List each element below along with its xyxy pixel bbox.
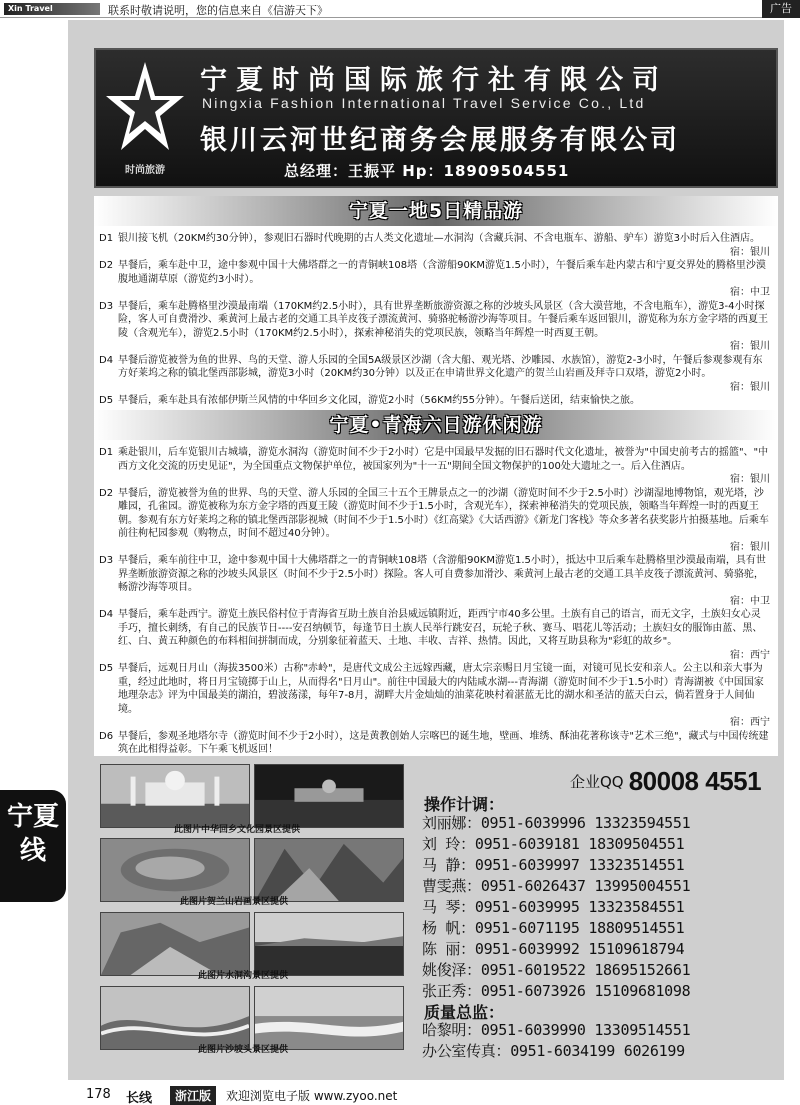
day-tag: D5 xyxy=(99,395,114,406)
day-tag: D6 xyxy=(99,730,114,742)
photo-petroglyph xyxy=(100,838,250,902)
tour1-day xyxy=(94,394,778,408)
day-text: 银川接飞机（20KM约30分钟），参观旧石器时代晚期的古人类文化遗址—水洞沟（含藏兵洞、不含电瓶车、游船、驴车）游览3小时后入住酒店。 xyxy=(118,233,760,244)
tour1-day xyxy=(94,259,778,300)
tour1-days xyxy=(94,226,778,410)
company-name-en: Ningxia Fashion International Travel Service Co., Ltd xyxy=(202,95,646,111)
tour2-day xyxy=(94,662,778,730)
contact-phone[interactable]: 0951-6073926 xyxy=(480,982,586,1000)
day-stay: 宿：中卫 xyxy=(730,287,770,298)
day-tag: D4 xyxy=(99,354,114,366)
contact-mobile[interactable]: 13995004551 xyxy=(594,877,691,895)
company-banner xyxy=(94,48,778,188)
day-tag: D2 xyxy=(99,260,114,271)
contact-phone[interactable]: 0951-6039992 xyxy=(474,940,580,958)
magazine-logo: Xin Travel xyxy=(4,3,100,15)
contact-phone[interactable]: 0951-6039181 xyxy=(474,835,580,853)
contact-phone[interactable]: 0951-6039997 xyxy=(474,856,580,874)
qq-label: 企业QQ xyxy=(570,773,624,791)
manager-contact: 总经理：王振平 Hp：18909504551 xyxy=(284,162,570,180)
day-stay: 宿：西宁 xyxy=(730,649,770,661)
contact-mobile[interactable]: 13323594551 xyxy=(594,814,691,832)
day-stay: 宿：银川 xyxy=(730,246,770,258)
contact-name: 陈 丽： xyxy=(422,940,475,958)
contact-name: 马 琴： xyxy=(422,898,475,916)
photo-caption: 此图片贺兰山岩画景区提供 xyxy=(180,897,289,907)
photo-rock-canyon xyxy=(254,838,404,902)
ops-heading: 操作计调： xyxy=(424,795,505,814)
tour1-day xyxy=(94,232,778,259)
contact-name: 哈黎明： xyxy=(422,1021,481,1039)
contact-name: 姚俊泽： xyxy=(422,961,481,979)
company-name-cn-2: 银川云河世纪商务会展服务有限公司 xyxy=(200,125,680,156)
source-notice: 联系时敬请说明，您的信息来自《信游天下》 xyxy=(108,4,328,17)
fax-label: 办公室传真： xyxy=(422,1042,511,1060)
contact-row xyxy=(422,833,684,854)
contact-mobile[interactable]: 13323584551 xyxy=(588,898,685,916)
contact-row xyxy=(422,875,690,896)
qa-row xyxy=(422,1019,690,1040)
day-text: 早餐后游览被誉为鱼的世界、鸟的天堂、游人乐园的全国5A级景区沙湖（含大船、观光塔、沙雕园、水族馆），游览2-3小时，午餐后参观参观有东方好莱坞之称的镇北堡西部影城，游览3小时（20KM约30分钟）以及正在申请世界文化遗产的贺兰山岩画及拜寺口双塔，游览2小时。 xyxy=(118,354,763,379)
tour1-day xyxy=(94,300,778,354)
day-stay: 宿：银川 xyxy=(730,474,770,485)
tour2-day xyxy=(94,446,778,487)
tour1-title xyxy=(94,196,778,226)
top-bar xyxy=(0,0,800,18)
company-name-cn: 宁夏时尚国际旅行社有限公司 xyxy=(200,65,668,96)
day-text: 早餐后，参观圣地塔尔寺（游览时间不少于2小时），这是黄教创始人宗喀巴的诞生地，壁画、堆绣、酥油花著称该寺"艺术三绝"，藏式与中国传统建筑在此相得益彰。下午乘飞机返回！ xyxy=(118,730,769,755)
photo-caption: 此图片中华回乡文化园景区提供 xyxy=(174,825,301,835)
contact-mobile[interactable]: 18809514551 xyxy=(588,919,685,937)
itinerary-content xyxy=(94,196,778,756)
ad-label: 广告 xyxy=(762,0,800,18)
day-tag: D3 xyxy=(99,555,114,566)
contact-mobile[interactable]: 18309504551 xyxy=(588,835,685,853)
tour2-day xyxy=(94,554,778,608)
fax-number-2[interactable]: 6026199 xyxy=(623,1042,685,1060)
qq-number[interactable]: 80008 4551 xyxy=(628,766,762,796)
scenic-photos xyxy=(94,760,410,1060)
photo-night-view xyxy=(254,764,404,828)
region-badge: 浙江版 xyxy=(170,1086,216,1105)
photo-desert-river xyxy=(100,986,250,1050)
logo-brand-text: 时尚旅游 xyxy=(125,165,165,176)
day-text: 早餐后，乘车前往中卫，途中参观中国十大佛塔群之一的青铜峡108塔（含游船90KM游览1.5小时），抵达中卫后乘车赴腾格里沙漠最南端，具有世界垄断旅游资源之称的沙坡头风景区（时间不少于2.5小时）探险。客人可自费参加滑沙、乘黄河上最古老的交通工具羊皮筏子漂流黄河、骑骆驼，畅游沙海等项目。 xyxy=(118,555,766,593)
day-tag: D2 xyxy=(99,487,114,499)
day-tag: D1 xyxy=(99,447,114,458)
day-stay: 宿：银川 xyxy=(730,381,770,393)
day-text: 早餐后，乘车赴西宁。游览土族民俗村位于青海省互助土族自治县威远镇附近，距西宁市40多公里。土族有自己的语言，而无文字，土族妇女心灵手巧，擅长刺绣，有自己的民族节日----安召纳顿节，每逢节日土族人民举行跳安召，玩轮子秋、赛马、唱花儿等活动；土族妇女的服饰由蓝、黑、红、白、黄五种颜色的布料相间拼制而成，分别象征着蓝天、土地、丰收、吉祥、热情。因此，又将互助县称为"彩虹的故乡"。 xyxy=(118,609,763,647)
website-link[interactable]: 欢迎浏览电子版 www.zyoo.net xyxy=(226,1089,398,1103)
contact-name: 刘 玲： xyxy=(422,835,475,853)
page-footer xyxy=(0,1084,800,1105)
fax-row xyxy=(422,1040,685,1061)
photo-caption: 此图片沙坡头景区提供 xyxy=(198,1045,289,1055)
photo-caption: 此图片水洞沟景区提供 xyxy=(198,971,289,981)
day-text: 早餐后，游览被誉为鱼的世界、鸟的天堂、游人乐园的全国三十五个王牌景点之一的沙湖（游览时间不少于2.5小时）沙湖湿地博物馆，观光塔，沙雕园，孔雀园。游览被称为东方金字塔的西夏王陵（游览时间不少于1.5小时，含观光车），探索神秘消失的党项民族，领略当年辉煌一时的西夏王朝。参观有东方好莱坞之称的镇北堡西部影视城（时间不少于1.5小时）《红高粱》《大话西游》《新龙门客栈》等众多著名获奖影片拍摄基地。后乘车前往枸杞园参观（购物点，时间不超过40分钟）。 xyxy=(118,487,769,539)
tour2-day xyxy=(94,487,778,555)
contact-phone[interactable]: 0951-6039990 xyxy=(480,1021,586,1039)
day-text: 早餐后，乘车赴腾格里沙漠最南端（170KM约2.5小时），具有世界垄断旅游资源之称的沙坡头风景区（含大漠营地，不含电瓶车），游览3-4小时探险，客人可自费滑沙、乘黄河上最古老的交通工具羊皮筏子漂流黄河、骑骆驼畅游沙海等项目。午餐后乘车返回银川，游览称为东方金字塔的西夏王陵（含观光车），游览2.5小时（170KM约2.5小时），探索神秘消失的党项民族，领略当年辉煌一时西夏王朝。 xyxy=(118,300,768,339)
page-number: 178 xyxy=(86,1087,111,1102)
side-tab-line2: 线 xyxy=(19,836,46,866)
day-tag: D4 xyxy=(99,609,114,620)
tour2-days xyxy=(94,440,778,757)
contact-name: 杨 帆： xyxy=(422,919,475,937)
photo-cliff xyxy=(100,912,250,976)
contact-name: 张正秀： xyxy=(422,982,481,1000)
tour1-title-text: 宁夏一地5日精品游 xyxy=(348,200,524,222)
side-tab-line1: 宁夏 xyxy=(6,802,59,832)
day-text: 早餐后，乘车赴中卫，途中参观中国十大佛塔群之一的青铜峡108塔（含游船90KM游览1.5小时），午餐后乘车赴内蒙古和宁夏交界处的腾格里沙漠腹地通湖草原（游览约3小时）。 xyxy=(118,260,766,285)
day-text: 乘赴银川，后车览银川古城墙，游览水洞沟（游览时间不少于2小时）它是中国最早发掘的旧石器时代文化遗址，被誉为"中国史前考古的摇篮"、"中西方文化交流的历史见证"，为全国重点文物保护单位，被国家列为"十一五"期间全国文物保护的100处大遗址之一。后入住酒店。 xyxy=(118,447,769,472)
contact-phone[interactable]: 0951-6039996 xyxy=(480,814,586,832)
star-logo-icon xyxy=(104,58,186,176)
day-tag: D5 xyxy=(99,663,114,674)
contact-name: 马 静： xyxy=(422,856,475,874)
qa-heading: 质量总监： xyxy=(424,1003,505,1022)
tour1-day xyxy=(94,354,778,395)
contact-row xyxy=(422,812,690,833)
contact-row xyxy=(422,917,684,938)
day-tag: D3 xyxy=(99,300,114,312)
contact-row xyxy=(422,896,684,917)
contact-phone[interactable]: 0951-6071195 xyxy=(474,919,580,937)
contact-mobile[interactable]: 18695152661 xyxy=(594,961,691,979)
day-tag: D1 xyxy=(99,233,114,244)
photo-yellow-river xyxy=(254,986,404,1050)
region-side-tab xyxy=(0,790,66,902)
contact-phone[interactable]: 0951-6039995 xyxy=(474,898,580,916)
contact-mobile[interactable]: 15109618794 xyxy=(588,940,685,958)
tour2-title xyxy=(94,410,778,440)
tour2-title-text: 宁夏•青海六日游休闲游 xyxy=(329,414,543,436)
tour2-day xyxy=(94,730,778,757)
day-stay: 宿：银川 xyxy=(730,541,770,553)
contact-mobile[interactable]: 13309514551 xyxy=(594,1021,691,1039)
contact-mobile[interactable]: 13323514551 xyxy=(588,856,685,874)
contact-name: 刘丽娜： xyxy=(422,814,481,832)
contact-phone[interactable]: 0951-6019522 xyxy=(480,961,586,979)
day-text: 早餐后，乘车赴具有浓郁伊斯兰风情的中华回乡文化园，游览2小时（56KM约55分钟）。午餐后送团，结束愉快之旅。 xyxy=(118,395,640,406)
day-stay: 宿：中卫 xyxy=(730,595,770,607)
contact-panel xyxy=(420,762,776,1062)
contact-name: 曹雯燕： xyxy=(422,877,481,895)
contact-row xyxy=(422,980,690,1001)
photo-culture-park xyxy=(100,764,250,828)
day-stay: 宿：银川 xyxy=(730,341,770,352)
contact-phone[interactable]: 0951-6026437 xyxy=(480,877,586,895)
contact-row xyxy=(422,959,690,980)
fax-number[interactable]: 0951-6034199 xyxy=(510,1042,615,1060)
contact-row xyxy=(422,854,684,875)
contact-row xyxy=(422,938,684,959)
tour2-day xyxy=(94,608,778,662)
section-name: 长线 xyxy=(126,1091,153,1105)
day-text: 早餐后，远观日月山（海拔3500米）古称"赤岭"，是唐代文成公主远嫁西藏，唐太宗亲赐日月宝镜一面，对镜可见长安和亲人。公主以和亲大事为重，经过此地时，将日月宝镜掷于山上，从而得名"日月山"。前往中国最大的内陆咸水湖---青海湖（游览时间不少于1.5小时）青海湖被《中国国家地理杂志》评为中国最美的湖泊，碧波荡漾，每年7-8月，湖畔大片金灿灿的油菜花映村着湛蓝无比的湖水和圣洁的蓝天白云，倘若置身于人间仙境。 xyxy=(118,663,764,715)
contact-mobile[interactable]: 15109681098 xyxy=(594,982,691,1000)
day-stay: 宿：西宁 xyxy=(730,717,770,728)
photo-water-cave xyxy=(254,912,404,976)
corporate-qq xyxy=(570,766,761,797)
